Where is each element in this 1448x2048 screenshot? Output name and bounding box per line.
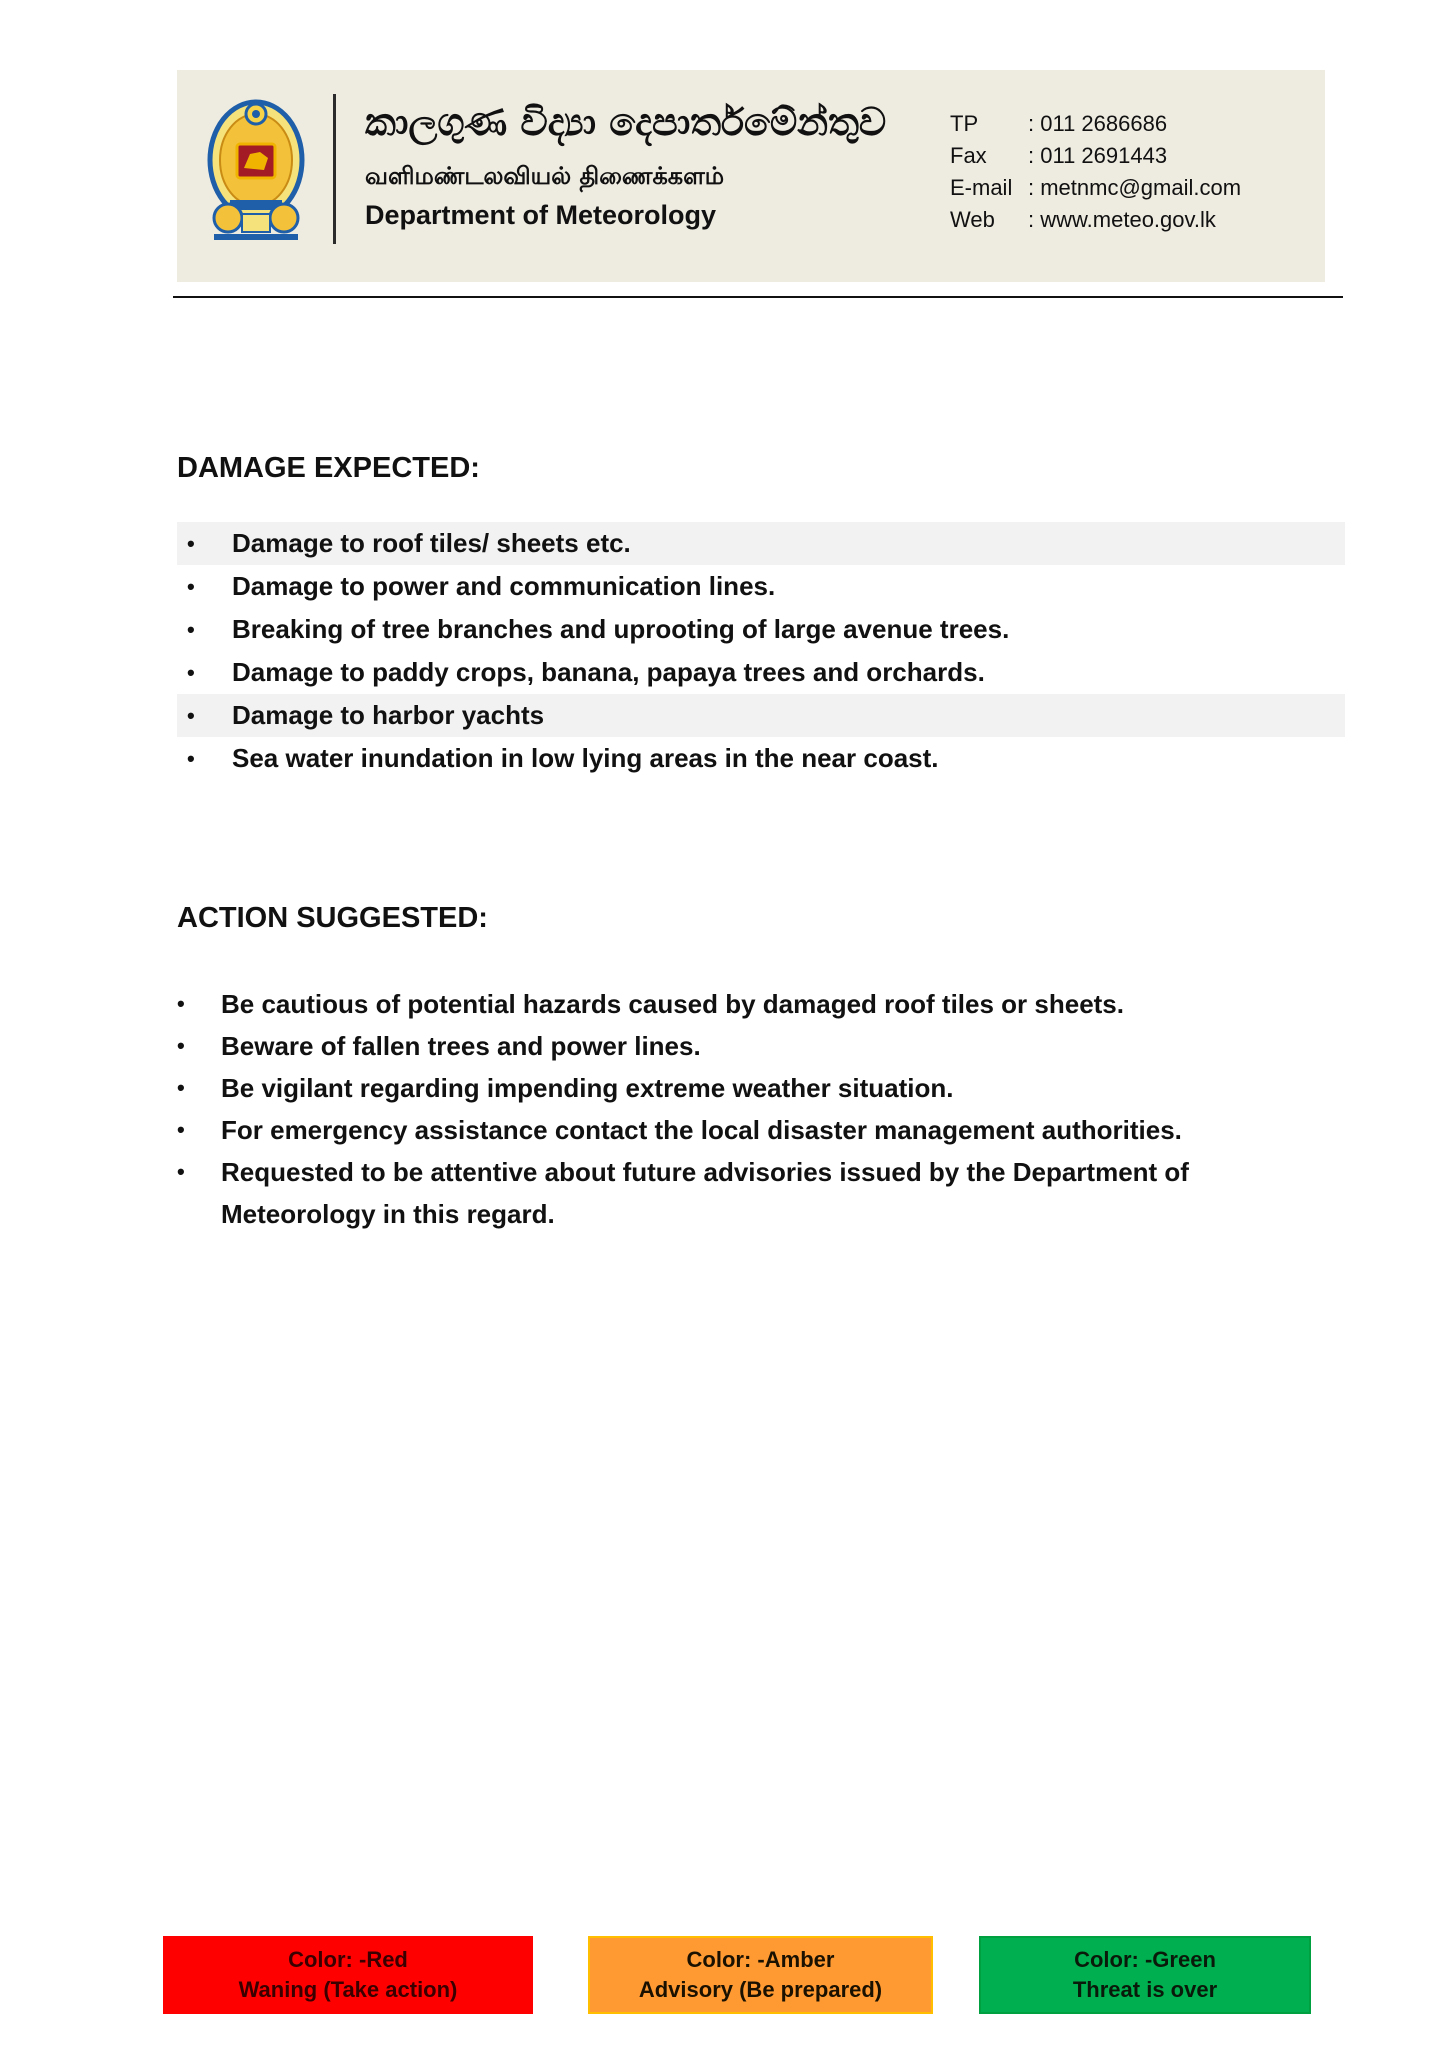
bullet-icon: • [187, 660, 195, 685]
list-item [177, 651, 1345, 694]
contact-value[interactable]: : www.meteo.gov.lk [1028, 207, 1216, 232]
list-item-text: Damage to harbor yachts [232, 700, 545, 730]
bullet-icon: • [177, 1159, 185, 1184]
list-item-text: Be vigilant regarding impending extreme weather situation. [221, 1073, 954, 1103]
list-item [177, 1067, 1345, 1109]
contact-row-web [950, 204, 1241, 236]
list-item-text: Beware of fallen trees and power lines. [221, 1031, 701, 1061]
contact-value: : 011 2686686 [1028, 111, 1168, 136]
header-divider [333, 94, 336, 244]
legend-description: Threat is over [1072, 1977, 1218, 2002]
bullet-icon: • [177, 991, 185, 1016]
bullet-icon: • [187, 574, 195, 599]
bullet-icon: • [177, 1033, 185, 1058]
bullet-icon: • [187, 746, 195, 771]
legend-color-label: Color: -Amber [686, 1947, 835, 1972]
contact-label: Web [950, 207, 995, 232]
list-item-text: Be cautious of potential hazards caused by damaged roof tiles or sheets. [221, 989, 1124, 1019]
legend-description: Advisory (Be prepared) [638, 1977, 883, 2002]
list-item-text: Breaking of tree branches and uprooting of large avenue trees. [232, 614, 1010, 644]
action-suggested-list [177, 983, 1345, 1235]
list-item [177, 737, 1345, 780]
list-item [177, 1151, 1345, 1235]
list-item [177, 983, 1345, 1025]
legend-description: Waning (Take action) [238, 1977, 458, 2002]
list-item-text: Sea water inundation in low lying areas in the near coast. [232, 743, 939, 773]
list-item [177, 694, 1345, 737]
legend-green-threat-over [979, 1936, 1311, 2014]
contact-row-email [950, 172, 1241, 204]
department-name-sinhala: කාලගුණ විද්‍යා දෙපාර්තමේන්තුව [365, 100, 887, 144]
department-name-tamil: வளிமண்டலவியல் திணைக்களம் [365, 162, 725, 190]
contact-info [950, 108, 1241, 236]
bullet-icon: • [187, 703, 195, 728]
list-item [177, 565, 1345, 608]
damage-expected-heading: DAMAGE EXPECTED: [177, 452, 480, 484]
list-item [177, 1025, 1345, 1067]
department-name-english: Department of Meteorology [365, 200, 717, 230]
list-item-text: For emergency assistance contact the local disaster management authorities. [221, 1115, 1182, 1145]
legend-red-warning [163, 1936, 533, 2014]
contact-value[interactable]: : metnmc@gmail.com [1028, 175, 1242, 200]
letterhead [177, 70, 1325, 282]
bullet-icon: • [187, 531, 195, 556]
bullet-icon: • [177, 1075, 185, 1100]
list-item-text: Requested to be attentive about future advisories issued by the Department of Meteorology in this regard. [221, 1157, 1189, 1229]
header-rule [173, 296, 1343, 298]
contact-label: Fax [950, 143, 987, 168]
bullet-icon: • [177, 1117, 185, 1142]
sri-lanka-emblem-icon [204, 96, 308, 244]
contact-label: E-mail [950, 175, 1013, 200]
list-item-text: Damage to roof tiles/ sheets etc. [232, 528, 631, 558]
contact-row-fax [950, 140, 1241, 172]
damage-expected-list [177, 522, 1345, 780]
list-item [177, 522, 1345, 565]
contact-row-tp [950, 108, 1241, 140]
contact-label: TP [950, 111, 979, 136]
bullet-icon: • [187, 617, 195, 642]
contact-value: : 011 2691443 [1028, 143, 1168, 168]
legend-color-label: Color: -Green [1074, 1947, 1216, 1972]
list-item [177, 1109, 1345, 1151]
legend-color-label: Color: -Red [288, 1947, 408, 1972]
list-item-text: Damage to power and communication lines. [232, 571, 776, 601]
legend-amber-advisory [588, 1936, 933, 2014]
list-item [177, 608, 1345, 651]
list-item-text: Damage to paddy crops, banana, papaya trees and orchards. [232, 657, 985, 687]
action-suggested-heading: ACTION SUGGESTED: [177, 902, 488, 934]
